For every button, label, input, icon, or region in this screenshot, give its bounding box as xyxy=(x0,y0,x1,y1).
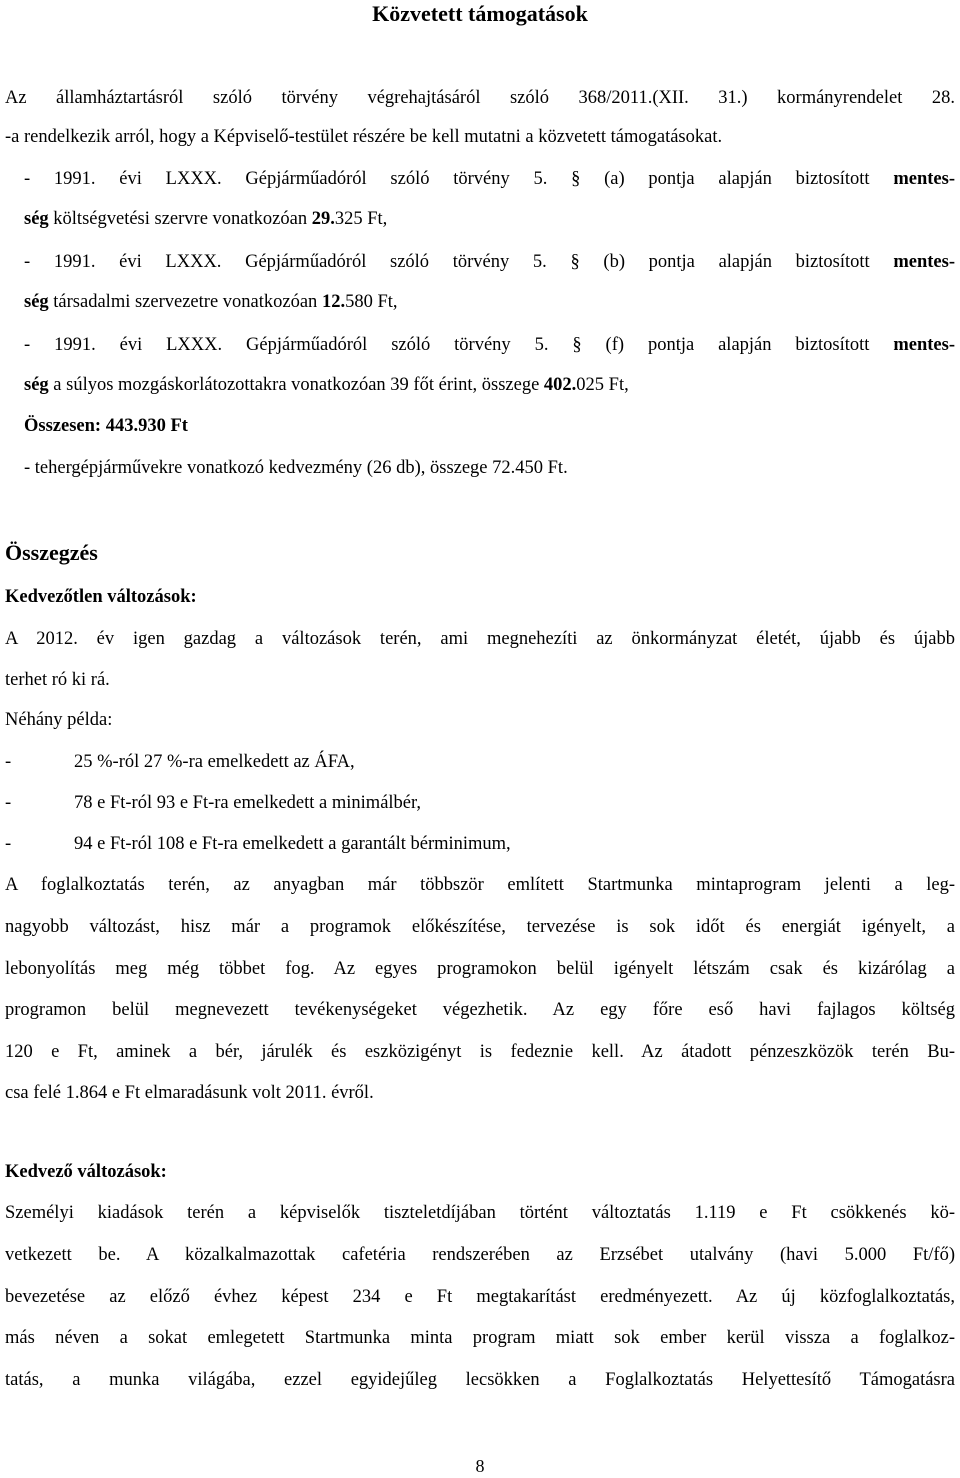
unfavorable-p2-line-3: lebonyolítás meg még többet fog. Az egyes programokon belül igényelt létszám csak és kizárólag a xyxy=(5,959,955,979)
item-1-amount-bold: 29. xyxy=(311,209,335,229)
unfavorable-heading: Kedvezőtlen változások: xyxy=(5,587,197,607)
page-title: Közvetett támogatások xyxy=(372,1,588,26)
item-1-bold-a: mentes- xyxy=(893,169,955,189)
example-text-3: 94 e Ft-ról 108 e Ft-ra emelkedett a garantált bérminimum, xyxy=(74,834,511,854)
item-1-text-b: költségvetési szervre vonatkozóan xyxy=(48,209,312,229)
unfavorable-p2-line-2: nagyobb változást, hisz már a programok előkészítése, tervezése is sok időt és energiát igényelt, a xyxy=(5,917,955,937)
favorable-line-2: vetkezett be. A közalkalmazottak cafetéria rendszerében az Erzsébet utalvány (havi 5.000 Ft/fő) xyxy=(5,1245,955,1265)
item-2-amount: 580 Ft, xyxy=(345,292,398,312)
item-2-text-b: társadalmi szervezetre vonatkozóan xyxy=(48,292,322,312)
item-1-line-a xyxy=(24,167,955,191)
truck-discount-line: - tehergépjárművekre vonatkozó kedvezmény (26 db), összege 72.450 Ft. xyxy=(24,458,568,478)
list-dash: - xyxy=(5,752,12,772)
item-2-text-a: - 1991. évi LXXX. Gépjárműadóról szóló törvény 5. § (b) pontja alapján biztosított xyxy=(24,252,870,272)
item-3-text-b: a súlyos mozgáskorlátozottakra vonatkozóan 39 főt érint, összege xyxy=(48,375,544,395)
unfavorable-p1-line-1: A 2012. év igen gazdag a változások terén, ami megnehezíti az önkormányzat életét, újabb és újabb xyxy=(5,629,955,649)
favorable-line-5: tatás, a munka világába, ezzel egyidejűleg lecsökken a Foglalkoztatás Helyettesítő Támogatásra xyxy=(5,1370,955,1390)
item-1-text-a: - 1991. évi LXXX. Gépjárműadóról szóló törvény 5. § (a) pontja alapján biztosított xyxy=(24,169,870,189)
item-1-line-b xyxy=(24,207,955,231)
item-3-text-a: - 1991. évi LXXX. Gépjárműadóról szóló törvény 5. § (f) pontja alapján biztosított xyxy=(24,335,870,355)
unfavorable-p2-line-6: csa felé 1.864 e Ft elmaradásunk volt 2011. évről. xyxy=(5,1083,374,1103)
item-3-line-a xyxy=(24,333,955,357)
list-dash: - xyxy=(5,793,12,813)
item-2-line-a xyxy=(24,250,955,274)
list-dash: - xyxy=(5,834,12,854)
example-text-1: 25 %-ról 27 %-ra emelkedett az ÁFA, xyxy=(74,752,355,772)
item-3-amount: 025 Ft, xyxy=(576,375,629,395)
total-line xyxy=(24,414,955,438)
unfavorable-p2-line-5: 120 e Ft, aminek a bér, járulék és eszközigényt is fedeznie kell. Az átadott pénzeszközök terén Bu- xyxy=(5,1042,955,1062)
unfavorable-p1-line-2: terhet ró ki rá. xyxy=(5,670,110,690)
item-2-bold-b: ség xyxy=(24,292,49,312)
total-bold: Összesen: 443. xyxy=(24,416,139,436)
examples-label: Néhány példa: xyxy=(5,710,113,730)
unfavorable-p2-line-1: A foglalkoztatás terén, az anyagban már többször említett Startmunka mintaprogram jelenti a leg- xyxy=(5,875,955,895)
total-rest: 930 Ft xyxy=(138,416,188,436)
item-2-amount-bold: 12. xyxy=(321,292,346,312)
favorable-line-3: bevezetése az előző évhez képest 234 e Ft megtakarítást eredményezett. Az új közfoglalkoztatás, xyxy=(5,1287,955,1307)
item-3-amount-bold: 402. xyxy=(543,375,577,395)
item-2-line-b xyxy=(24,290,955,314)
item-1-bold-b: ség xyxy=(24,209,49,229)
item-2-bold-a: mentes- xyxy=(893,252,956,272)
item-3-line-b xyxy=(24,373,955,397)
summary-heading: Összegzés xyxy=(5,540,98,565)
page-number: 8 xyxy=(475,1456,485,1476)
item-1-amount: 325 Ft, xyxy=(334,209,388,229)
example-text-2: 78 e Ft-ról 93 e Ft-ra emelkedett a minimálbér, xyxy=(74,793,422,813)
item-3-bold-b: ség xyxy=(24,375,49,395)
unfavorable-p2-line-4: programon belül megnevezett tevékenységeket végezhetik. Az egy főre eső havi fajlagos költség xyxy=(5,1000,955,1020)
favorable-line-4: más néven a sokat emlegetett Startmunka minta program miatt sok ember kerül vissza a foglalkoz- xyxy=(5,1328,955,1348)
favorable-line-1: Személyi kiadások terén a képviselők tiszteletdíjában történt változtatás 1.119 e Ft csökkenés kö- xyxy=(5,1203,955,1223)
item-3-bold-a: mentes- xyxy=(893,335,956,355)
intro-line-1: Az államháztartásról szóló törvény végrehajtásáról szóló 368/2011.(XII. 31.) kormányrendelet 28. xyxy=(5,88,955,108)
intro-line-2: -a rendelkezik arról, hogy a Képviselő-testület részére be kell mutatni a közvetett támogatásokat. xyxy=(5,127,723,147)
favorable-heading: Kedvező változások: xyxy=(5,1162,167,1182)
